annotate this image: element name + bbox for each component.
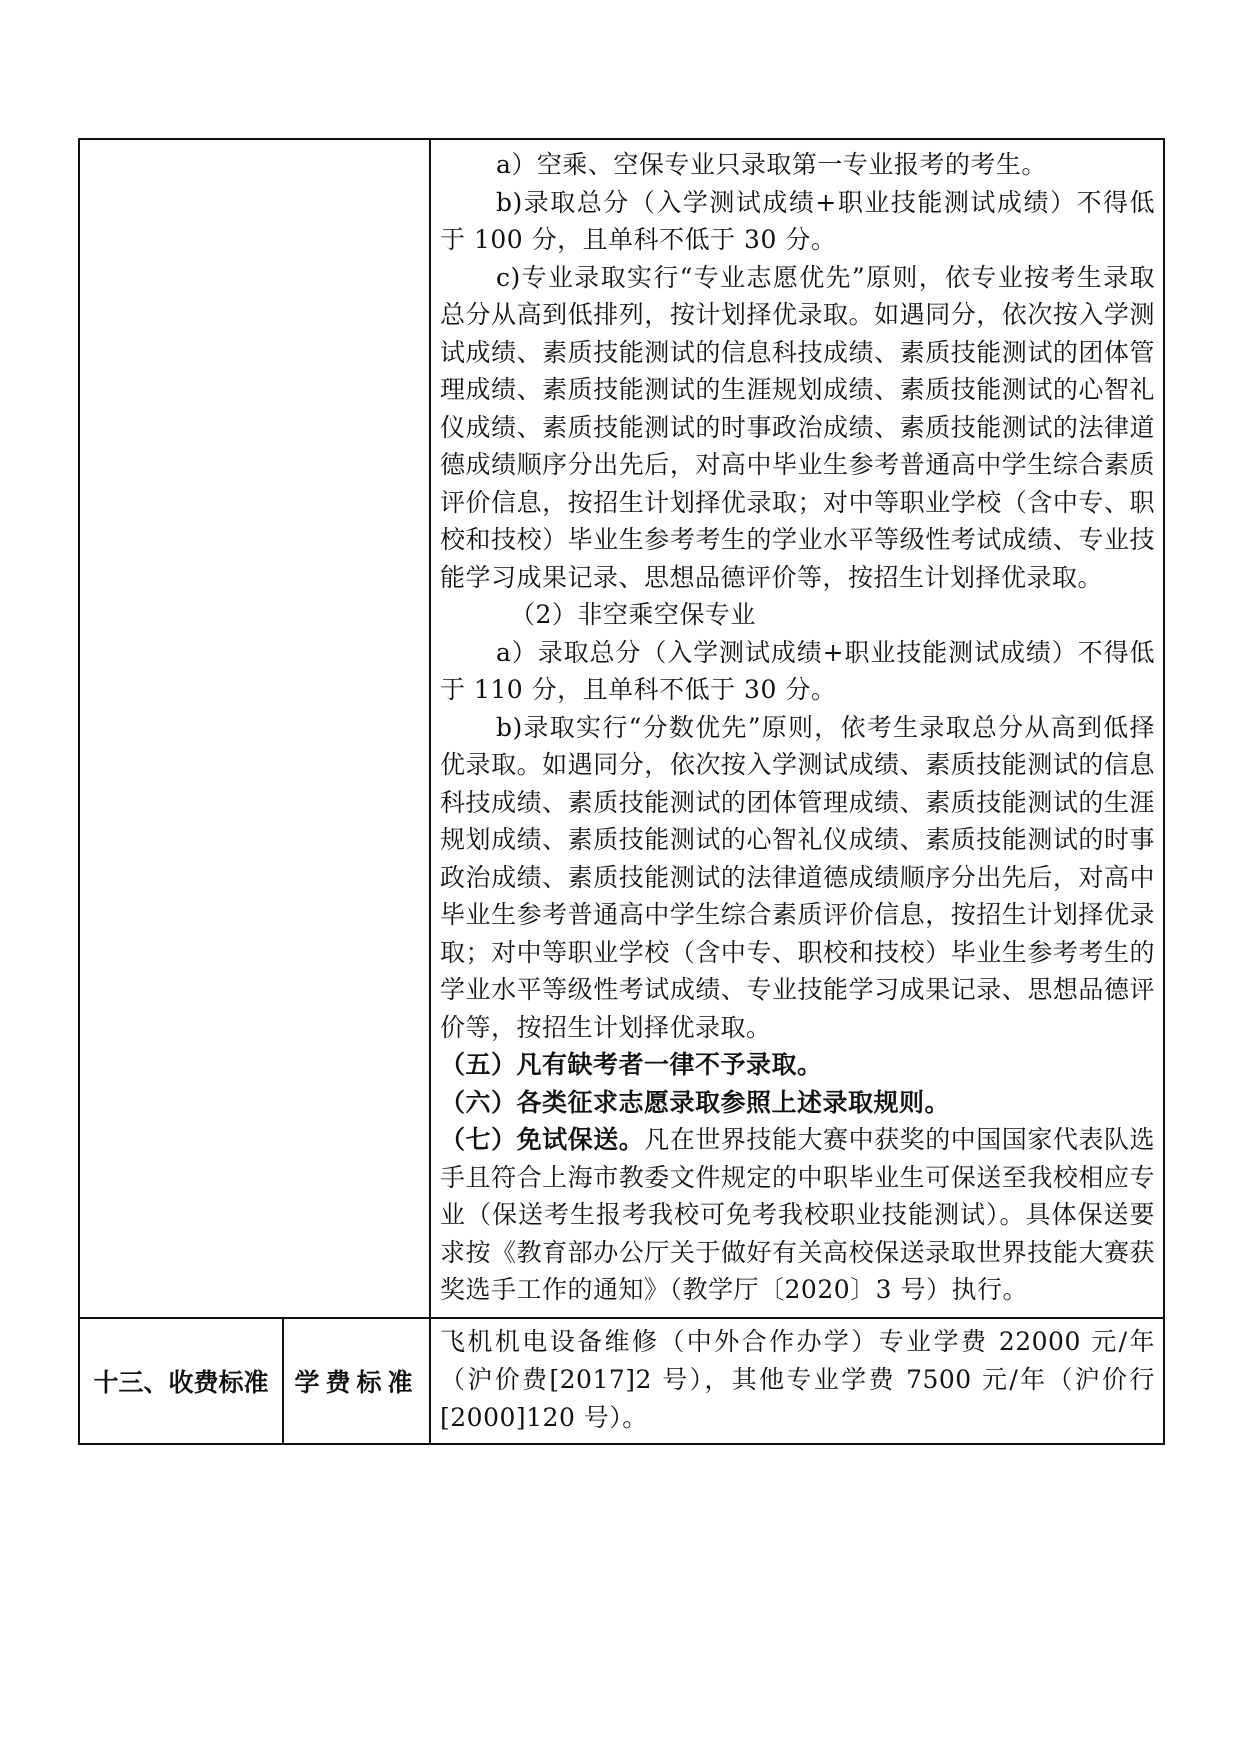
fee-row (79, 1318, 1164, 1444)
rule-item-7 (440, 1121, 1155, 1309)
non-air-crew-heading: （2）非空乘空保专业 (510, 600, 756, 629)
non-air-crew-rule-b: b)录取实行“分数优先”原则，依考生录取总分从高到低择优录取。如遇同分，依次按入学测试成绩、素质技能测试的信息科技成绩、素质技能测试的团体管理成绩、素质技能测试的生涯规划成绩、素质技能测试的心智礼仪成绩、素质技能测试的时事政治成绩、素质技能测试的法律道德成绩顺序分出先后，对高中毕业生参考普通高中学生综合素质评价信息，按招生计划择优录取；对中等职业学校（含中专、职校和技校）毕业生参考考生的学业水平等级性考试成绩、专业技能学习成果记录、思想品德评价等，按招生计划择优录取。 (440, 712, 1155, 1042)
non-air-crew-rule-a: a）录取总分（入学测试成绩+职业技能测试成绩）不得低于 110 分，且单科不低于 30 分。 (440, 637, 1155, 704)
rule-item-7-title: （七）免试保送。 (440, 1125, 645, 1154)
air-crew-rule-b: b)录取总分（入学测试成绩+职业技能测试成绩）不得低于 100 分，且单科不低于 30 分。 (440, 187, 1155, 254)
rule-item-5: （五）凡有缺考者一律不予录取。 (440, 1050, 823, 1079)
air-crew-rule-c: c)专业录取实行“专业志愿优先”原则，依专业按考生录取总分从高到低排列，按计划择优录取。如遇同分，依次按入学测试成绩、素质技能测试的信息科技成绩、素质技能测试的团体管理成绩、素质技能测试的生涯规划成绩、素质技能测试的心智礼仪成绩、素质技能测试的时事政治成绩、素质技能测试的法律道德成绩顺序分出先后，对高中毕业生参考普通高中学生综合素质评价信息，按招生计划择优录取；对中等职业学校（含中专、职校和技校）毕业生参考考生的学业水平等级性考试成绩、专业技能学习成果记录、思想品德评价等，按招生计划择优录取。 (440, 262, 1155, 592)
fee-content-cell (430, 1318, 1164, 1444)
fee-content: 飞机机电设备维修（中外合作办学）专业学费 22000 元/年（沪价费[2017]2 号），其他专业学费 7500 元/年（沪价行[2000]120 号）。 (440, 1326, 1155, 1432)
fee-sub-title: 学费标准 (283, 1318, 430, 1444)
rule-item-6: （六）各类征求志愿录取参照上述录取规则。 (440, 1087, 951, 1117)
rule-item-7-body: 凡在世界技能大赛中获奖的中国国家代表队选手且符合上海市教委文件规定的中职毕业生可保送至我校相应专业（保送考生报考我校可免考我校职业技能测试）。具体保送要求按《教育部办公厅关于做好有关高校保送录取世界技能大赛获奖选手工作的通知》（教学厅〔2020〕3 号）执行。 (440, 1125, 1155, 1304)
document-table (78, 138, 1165, 1445)
admission-rules-cell (430, 139, 1164, 1318)
fee-section-title: 十三、收费标准 (79, 1318, 283, 1444)
blank-section-cell (79, 139, 430, 1318)
admission-rules-row (79, 139, 1164, 1318)
air-crew-rule-a: a）空乘、空保专业只录取第一专业报考的考生。 (496, 150, 1047, 179)
